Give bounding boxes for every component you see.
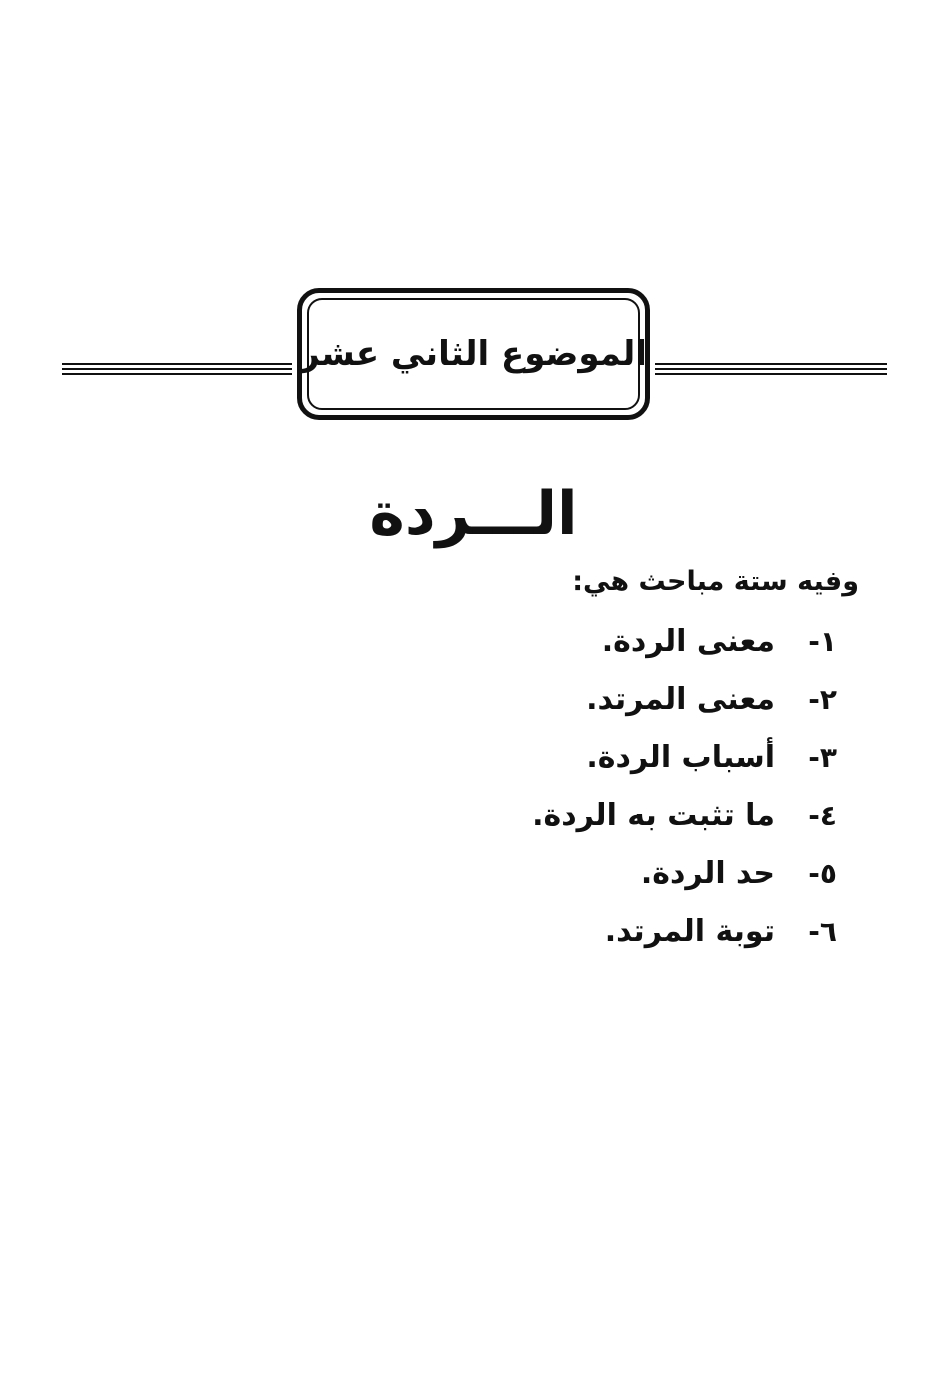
list-item-title: توبة المرتد. [604,913,775,949]
list-item-number: ٢- [808,682,837,716]
list-item [377,844,837,902]
list-item-number: ٥- [808,856,837,890]
list-item-number: ١- [808,624,837,658]
list-item-title: معنى المرتد. [586,681,775,717]
chapter-heading: الـــردة [369,479,578,549]
list-item-number: ٦- [808,914,837,948]
list-item [377,786,837,844]
topic-title-inner-frame [300,298,647,410]
list-item-number: ٣- [808,740,837,774]
list-item-title: حد الردة. [640,855,775,891]
topic-title: الموضوع الثاني عشر [300,334,647,374]
intro-text: وفيه ستة مباحث هي: [572,566,859,597]
header-rule-left [62,363,292,375]
list-item [377,728,837,786]
list-item [377,670,837,728]
list-item [377,612,837,670]
sections-list [377,612,837,960]
header-rule-right [655,363,887,375]
list-item-title: أسباب الردة. [586,739,775,775]
list-item-title: ما تثبت به الردة. [532,797,775,833]
list-item [377,902,837,960]
list-item-number: ٤- [808,798,837,832]
topic-title-frame [297,288,650,420]
list-item-title: معنى الردة. [601,623,775,659]
